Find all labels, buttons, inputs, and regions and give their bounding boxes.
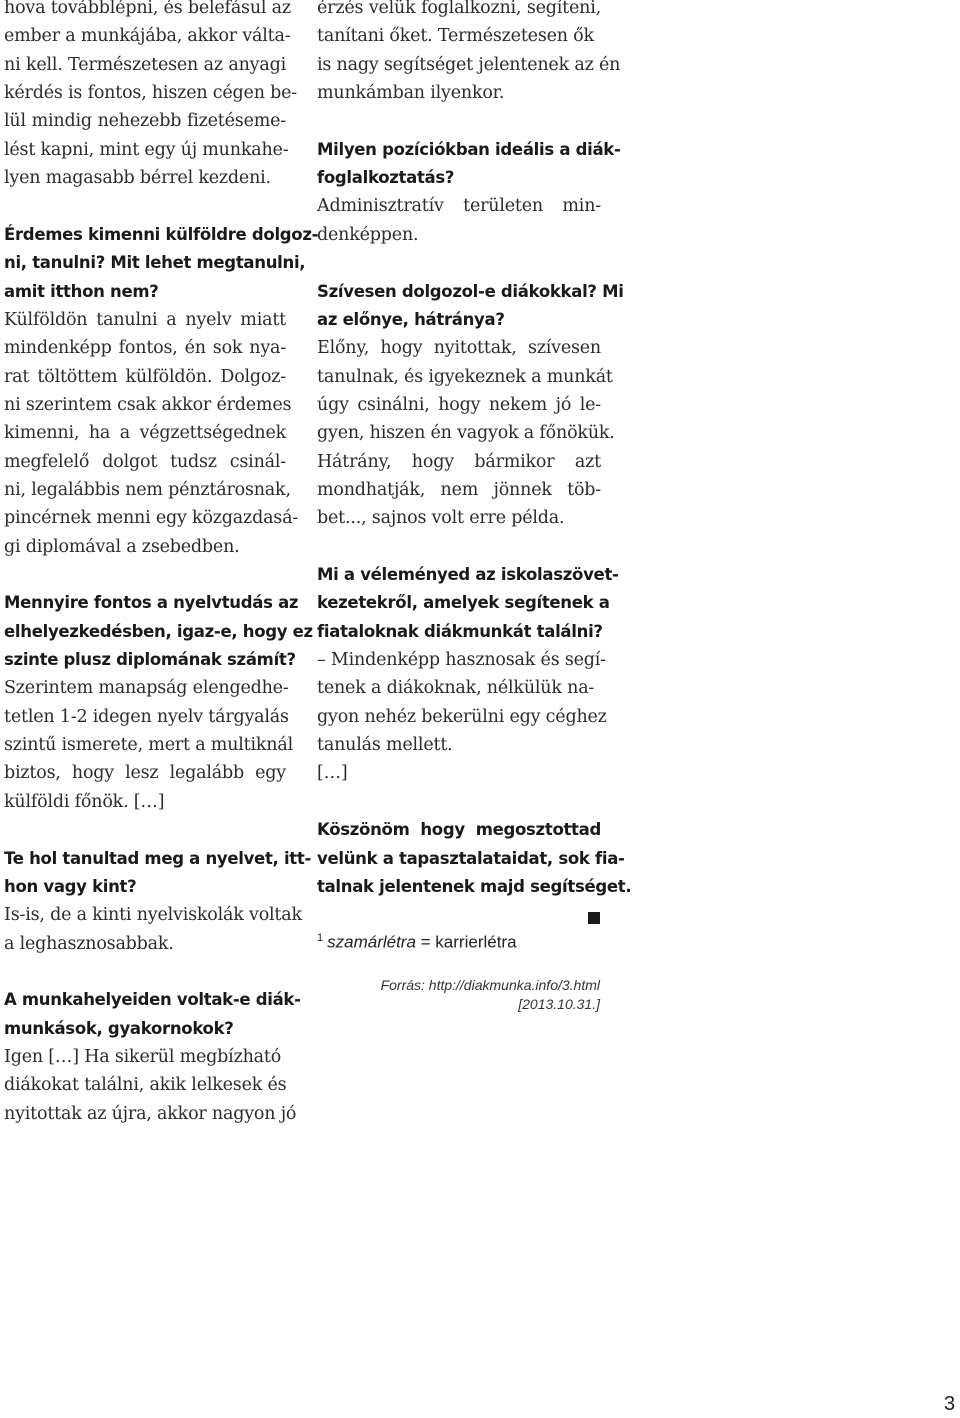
answer-line: külföldi főnök. […] [4, 791, 165, 812]
question-line: Milyen pozíciókban ideális a diák- [317, 139, 621, 159]
answer-line: – Mindenképp hasznosak és segí- [317, 650, 606, 671]
answer-line: Hátrány, hogy bármikor azt [317, 451, 601, 472]
answer-line: érzés velük foglalkozni, segíteni, [317, 0, 601, 18]
answer-line: Igen […] Ha sikerül megbízható [4, 1046, 282, 1067]
question-line: Érdemes kimenni külföldre dolgoz- [4, 224, 319, 244]
answer-line: szintű ismerete, mert a multiknál [4, 735, 294, 756]
question-line: ni, tanulni? Mit lehet megtanulni, [4, 253, 306, 273]
answer-line: lyen magasabb bérrel kezdeni. [4, 168, 271, 189]
answer-line: gi diplomával a zsebedben. [4, 536, 240, 557]
answer-line: ni, legalábbis nem pénztárosnak, [4, 479, 291, 500]
question-line: Köszönöm hogy megosztottad [317, 820, 601, 840]
question-line: szinte plusz diplomának számít? [4, 650, 296, 670]
question-line: Mennyire fontos a nyelvtudás az [4, 593, 299, 613]
question-line: velünk a tapasztalataidat, sok fia- [317, 848, 625, 868]
question-line: fiataloknak diákmunkát találni? [317, 621, 603, 641]
answer-line: munkámban ilyenkor. [317, 83, 505, 104]
answer-line: ni szerintem csak akkor érdemes [4, 394, 292, 415]
footnote-mark: 1 [317, 932, 324, 944]
answer-line: rat töltöttem külföldön. Dolgoz- [4, 366, 286, 387]
answer-line: ni kell. Természetesen az anyagi [4, 54, 286, 75]
end-of-article-square-icon [588, 912, 600, 924]
footnote-definition: = karrierlétra [415, 932, 517, 952]
answer-line: lést kapni, mint egy új munkahe- [4, 139, 289, 160]
source-date: [2013.10.31.] [518, 996, 600, 1012]
question-line: Mi a véleményed az iskolaszövet- [317, 565, 619, 584]
answer-line: mondhatják, nem jönnek töb- [317, 479, 601, 500]
question-line: foglalkoztatás? [317, 168, 455, 188]
question-line: talnak jelentenek majd segítséget. [317, 876, 632, 896]
answer-line: gyon nehéz bekerülni egy céghez [317, 706, 607, 727]
answer-line: diákokat találni, akik lelkesek és [4, 1075, 287, 1096]
page-number: 3 [944, 1393, 956, 1415]
answer-line: Szerintem manapság elengedhe- [4, 678, 289, 699]
answer-line: megfelelő dolgot tudsz csinál- [4, 451, 286, 472]
answer-line: tanítani őket. Természetesen ők [317, 26, 594, 47]
answer-line: biztos, hogy lesz legalább egy [4, 763, 286, 784]
answer-line: nyitottak az újra, akkor nagyon jó [4, 1103, 297, 1124]
footnote-term: szamárlétra [327, 932, 416, 952]
answer-line: mindenképp fontos, én sok nya- [4, 338, 286, 359]
answer-line: Előny, hogy nyitottak, szívesen [317, 338, 601, 359]
answer-line: […] [317, 763, 348, 784]
question-line: munkások, gyakornokok? [4, 1018, 234, 1038]
question-line: az előnye, hátránya? [317, 309, 505, 329]
question-line: kezetekről, amelyek segítenek a [317, 593, 610, 613]
question-line: amit itthon nem? [4, 281, 159, 301]
answer-line: bet..., sajnos volt erre példa. [317, 508, 565, 529]
answer-line: kérdés is fontos, hiszen cégen be- [4, 83, 298, 104]
answer-line: Külföldön tanulni a nyelv miatt [4, 309, 286, 330]
question-line: hon vagy kint? [4, 876, 137, 896]
answer-line: lül mindig nehezebb fizetéseme- [4, 111, 286, 132]
answer-line: ember a munkájába, akkor válta- [4, 26, 291, 47]
answer-line: Is-is, de a kinti nyelviskolák voltak [4, 905, 302, 926]
answer-line: denképpen. [317, 224, 419, 245]
answer-line: úgy csinálni, hogy nekem jó le- [317, 394, 601, 415]
answer-line: tanulás mellett. [317, 735, 453, 756]
question-line: Szívesen dolgozol-e diákokkal? Mi [317, 281, 624, 301]
answer-line: tanulnak, és igyekeznek a munkát [317, 366, 613, 387]
footnote [317, 932, 517, 953]
answer-line: gyen, hiszen én vagyok a főnökük. [317, 423, 615, 444]
answer-line: kimenni, ha a végzettségednek [4, 423, 286, 444]
question-line: Te hol tanultad meg a nyelvet, itt- [4, 848, 312, 868]
answer-line: tenek a diákoknak, nélkülük na- [317, 678, 595, 699]
question-line: A munkahelyeiden voltak-e diák- [4, 990, 301, 1010]
source-url: Forrás: http://diakmunka.info/3.html [380, 977, 600, 993]
question-line: elhelyezkedésben, igaz-e, hogy ez [4, 621, 313, 641]
answer-line: Adminisztratív területen min- [317, 196, 601, 217]
answer-line: tetlen 1-2 idegen nyelv tárgyalás [4, 706, 289, 727]
answer-line: pincérnek menni egy közgazdasá- [4, 508, 299, 529]
answer-line: a leghasznosabbak. [4, 933, 174, 954]
answer-line: hova továbblépni, és belefásul az [4, 0, 291, 18]
answer-line: is nagy segítséget jelentenek az én [317, 54, 621, 75]
